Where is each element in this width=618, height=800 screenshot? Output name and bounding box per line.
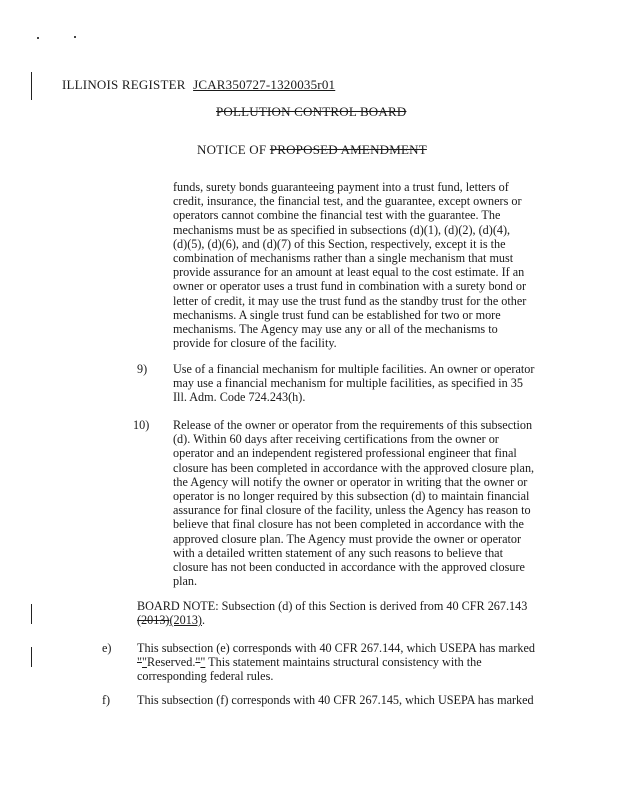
paragraph-line: mechanisms. A single trust fund can be established for two or more	[173, 307, 501, 322]
paragraph-line: provide assurance for an amount at least equal to the cost estimate. If an	[173, 265, 525, 280]
board-title: POLLUTION CONTROL BOARD	[216, 104, 407, 119]
paragraph-line: Use of a financial mechanism for multiple facilities. An owner or operator	[173, 362, 535, 376]
paragraph-line: owner or operator uses a trust fund in combination with a surety bond or	[173, 279, 527, 294]
paragraph-line: may use a financial mechanism for multiple facilities, as specified in 35	[173, 376, 523, 391]
paragraph-line: the Agency will notify the owner or operator in writing that the owner or	[173, 474, 528, 489]
board-note-year-line: (2013)(2013).	[137, 613, 206, 628]
item-9-text	[173, 362, 534, 405]
paragraph-line: combination of mechanisms rather than a single mechanism that must	[173, 251, 514, 266]
paragraph-line: This subsection (e) corresponds with 40 CFR 267.144, which USEPA has marked	[137, 641, 535, 655]
paragraph-line: provide for closure of the facility.	[173, 336, 337, 351]
paragraph-line: operator is no longer required by this subsection (d) to maintain financial	[173, 489, 530, 504]
paragraph-line: plan.	[173, 574, 198, 589]
scan-speck	[74, 36, 76, 38]
paragraph-line: corresponding federal rules.	[137, 669, 274, 684]
paragraph-line: Ill. Adm. Code 724.243(h).	[173, 390, 306, 405]
intro-paragraph	[173, 180, 526, 350]
paragraph-line: closure has been completed in accordance with the approved closure plan,	[173, 460, 535, 475]
revision-bar	[31, 647, 32, 667]
revision-bar	[31, 604, 32, 624]
paragraph-line: operator and an independent registered professional engineer that final	[173, 446, 517, 461]
item-e-label: e)	[102, 641, 112, 655]
paragraph-line: funds, surety bonds guaranteeing payment into a trust fund, letters of	[173, 180, 509, 194]
item-e-text	[137, 641, 535, 684]
paragraph-line: mechanisms must be as specified in subsections (d)(1), (d)(2), (d)(4),	[173, 222, 511, 237]
paragraph-line: mechanisms. The Agency may use any or all of the mechanisms to	[173, 322, 498, 337]
paragraph-line: letter of credit, it may use the trust fund as the standby trust for the other	[173, 293, 527, 308]
paragraph-line: assurance for final closure of the facility, unless the Agency has reason to	[173, 503, 531, 518]
paragraph-line: believe that final closure has not been completed in accordance with the	[173, 517, 524, 532]
paragraph-line: approved closure plan. The Agency must provide the owner or operator	[173, 531, 522, 546]
paragraph-line: closure has not been conducted in accordance with the approved closure	[173, 560, 525, 575]
paragraph-line: Release of the owner or operator from the requirements of this subsection	[173, 418, 533, 432]
item-9-label: 9)	[137, 362, 148, 376]
revision-bar	[31, 72, 32, 100]
register-code: JCAR350727-1320035r01	[193, 77, 336, 92]
board-note	[137, 599, 527, 627]
register-title: ILLINOIS REGISTER	[62, 77, 186, 92]
paragraph-line: (d). Within 60 days after receiving certifications from the owner or	[173, 432, 499, 447]
paragraph-line: (d)(5), (d)(6), and (d)(7) of this Section, respectively, except it is the	[173, 236, 506, 251]
paragraph-line: with a detailed written statement of any such reasons to believe that	[173, 545, 503, 560]
item-f-label: f)	[102, 693, 111, 707]
paragraph-line: This subsection (f) corresponds with 40 CFR 267.145, which USEPA has marked	[137, 693, 534, 707]
notice-title: NOTICE OF PROPOSED AMENDMENT	[197, 142, 427, 157]
board-note-line: BOARD NOTE: Subsection (d) of this Section is derived from 40 CFR 267.143	[137, 599, 528, 613]
register-header	[62, 77, 335, 93]
scan-speck	[37, 37, 39, 39]
paragraph-line: ""Reserved."" This statement maintains structural consistency with the	[137, 655, 482, 670]
struck-year: (2013)	[137, 613, 170, 628]
paragraph-line: operators cannot combine the financial test with the guarantee. The	[173, 208, 501, 223]
inserted-year: (2013)	[169, 613, 202, 628]
paragraph-line: credit, insurance, the financial test, and the guarantee, except owners or	[173, 194, 522, 209]
item-10-label: 10)	[133, 418, 150, 432]
item-10-text	[173, 418, 534, 588]
item-f-text	[137, 693, 534, 707]
